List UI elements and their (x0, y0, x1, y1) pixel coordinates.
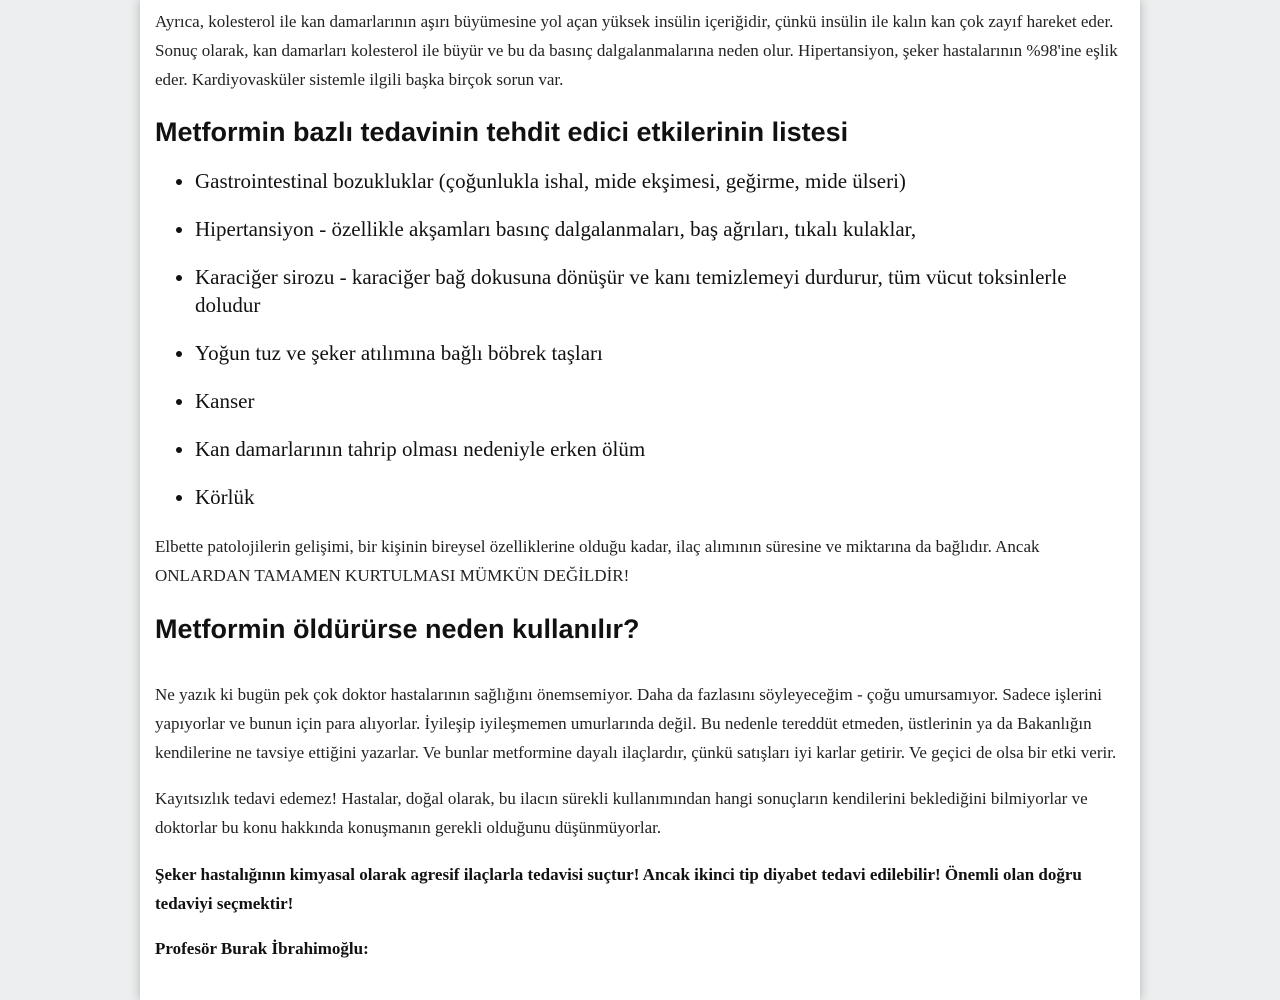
list-item: • Hipertansiyon - özellikle akşamları basınç dalgalanmaları, baş ağrıları, tıkalı kulaklar, (195, 215, 1125, 243)
list-item: • Körlük (195, 483, 1125, 511)
heading-why: Metformin öldürürse neden kullanılır? (155, 614, 640, 644)
list-item: • Karaciğer sirozu - karaciğer bağ dokusuna dönüşür ve kanı temizlemeyi durdurur, tüm vücut toksinlerle doludur (195, 263, 1125, 319)
list-item: • Yoğun tuz ve şeker atılımına bağlı böbrek taşları (195, 339, 1125, 367)
doctors-paragraph: Ne yazık ki bugün pek çok doktor hastalarının sağlığını önemsemiyor. Daha da fazlasını söyleyeceğim - çoğu umursamıyor. Sadece işlerini yapıyorlar ve bunun için para alıyorlar. İyileşip iyileşmemen umurlarında değil. Bu nedenle tereddüt etmeden, üstlerinin ya da Bakanlığın kendilerine ne tavsiye ettiğini yazarlar. Ve bunlar metformine dayalı ilaçlardır, çünkü satışları iyi karlar getirir. Ve geçici de olsa bir etki verir. (155, 685, 1117, 762)
list-item: • Gastrointestinal bozukluklar (çoğunlukla ishal, mide ekşimesi, geğirme, mide ülseri) (195, 167, 1125, 195)
article-page (140, 0, 1140, 1000)
list-item: • Kan damarlarının tahrip olması nedeniyle erken ölüm (195, 435, 1125, 463)
heading-effects: Metformin bazlı tedavinin tehdit edici etkilerinin listesi (155, 117, 849, 147)
crime-paragraph: Şeker hastalığının kimyasal olarak agresif ilaçlarla tedavisi suçtur! Ancak ikinci tip diyabet tedavi edilebilir! Önemli olan doğru tedaviyi seçmektir! (155, 865, 1082, 913)
list-item: • Kanser (195, 387, 1125, 415)
professor-line: Profesör Burak İbrahimoğlu: (155, 939, 369, 958)
indifference-paragraph: Kayıtsızlık tedavi edemez! Hastalar, doğal olarak, bu ilacın sürekli kullanımından hangi sonuçların kendilerini beklediğini bilmiyorlar ve doktorlar bu konu hakkında konuşmanın gerekli olduğunu düşünmüyorlar. (155, 789, 1088, 837)
pathology-paragraph: Elbette patolojilerin gelişimi, bir kişinin bireysel özelliklerine olduğu kadar, ilaç alımının süresine ve miktarına da bağlıdır. Ancak ONLARDAN TAMAMEN KURTULMASI MÜMKÜN DEĞİLDİR! (155, 537, 1040, 585)
effects-list (155, 167, 1125, 511)
article-content (140, 7, 1140, 963)
intro-paragraph: Ayrıca, kolesterol ile kan damarlarının aşırı büyümesine yol açan yüksek insülin içeriğidir, çünkü insülin ile kalın kan çok zayıf hareket eder. Sonuç olarak, kan damarları kolesterol ile büyür ve bu da basınç dalgalanmalarına neden olur. Hipertansiyon, şeker hastalarının %98'ine eşlik eder. Kardiyovasküler sistemle ilgili başka birçok sorun var. (155, 12, 1118, 89)
